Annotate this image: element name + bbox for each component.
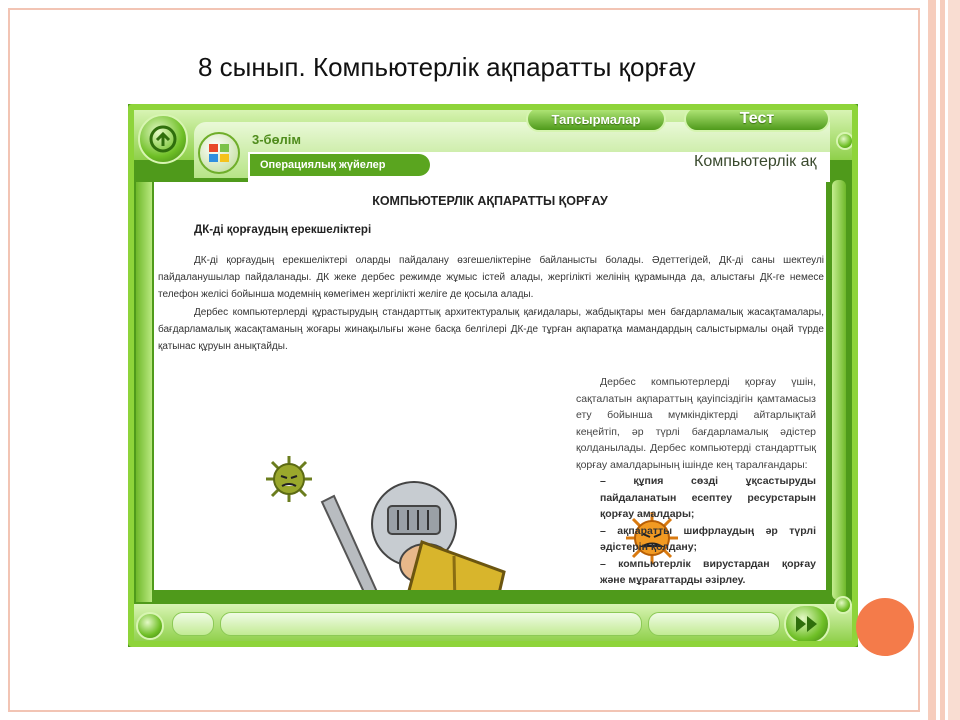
- tab-tasks[interactable]: Тапсырмалар: [526, 106, 666, 132]
- decor-stripe: [928, 0, 936, 720]
- section-number: 3-бөлім: [252, 132, 302, 147]
- decor-orange-circle: [856, 598, 914, 656]
- app-window: [128, 104, 858, 647]
- list-item: – компьютерлік вирустардан қорғау және мұрағаттарды әзірлеу.: [600, 557, 816, 586]
- decor-stripe: [948, 0, 960, 720]
- paragraph: Дербес компьютерлерді құрастырудың стандарттық архитектуралық қағидалары, жабдықтары мен бағдарламалық жасақтамалары, бағдарламалық жасақтаманың жоғары жинақылығы және басқа белгілері ДК-де тұрған ақпаратқа мамандардың салыстырмалы оңай түрде қатынас құруын анықтайды.: [158, 307, 824, 352]
- paragraph: ДК-ді қорғаудың ерекшеліктері оларды пайдалану өзгешеліктеріне байланысты болады. Әдеттегідей, ДК-ді саны шектеулі пайдаланушылар пайдаланады. ДК жеке дербес режимде жұмыс істей алады, жергілікті желінің құрамында да, алыстағы ДК-ге немесе телефон желісі бойынша модемнің көмегімен жергілікті желіге де қосыла алады.: [158, 255, 824, 300]
- section-name: Операциялық жүйелер: [250, 154, 430, 176]
- window-rim: [128, 104, 858, 647]
- list-item: – құпия сөзді ұқсастыруды пайдаланатын есептеу ресурстарын қорғау амалдары;: [600, 475, 816, 520]
- tab-test[interactable]: Тест: [684, 106, 830, 132]
- side-intro: Дербес компьютерлерді қорғау үшін, сақталатын ақпараттың қауіпсіздігін қамтамасыз ету бойынша мүмкіндіктерді айтарлықтай кеңейтіп, әр түрлі бағдарламалық әдістер қолданылады. Дербес компьютерді стандарттық қорғау амалдарының ішінде кең таралғандары:: [576, 376, 816, 471]
- document-subtitle: ДК-ді қорғаудың ерекшеліктері: [194, 224, 372, 236]
- slide-title: 8 сынып. Компьютерлік ақпаратты қорғау: [198, 52, 696, 82]
- document-title: КОМПЬЮТЕРЛІК АҚПАРАТТЫ ҚОРҒАУ: [372, 194, 608, 208]
- header-topic: Компьютерлік ақ: [694, 153, 817, 170]
- decor-stripe: [940, 0, 945, 720]
- list-item: – ақпаратты шифрлаудың әр түрлі әдістерін қолдану;: [600, 524, 816, 553]
